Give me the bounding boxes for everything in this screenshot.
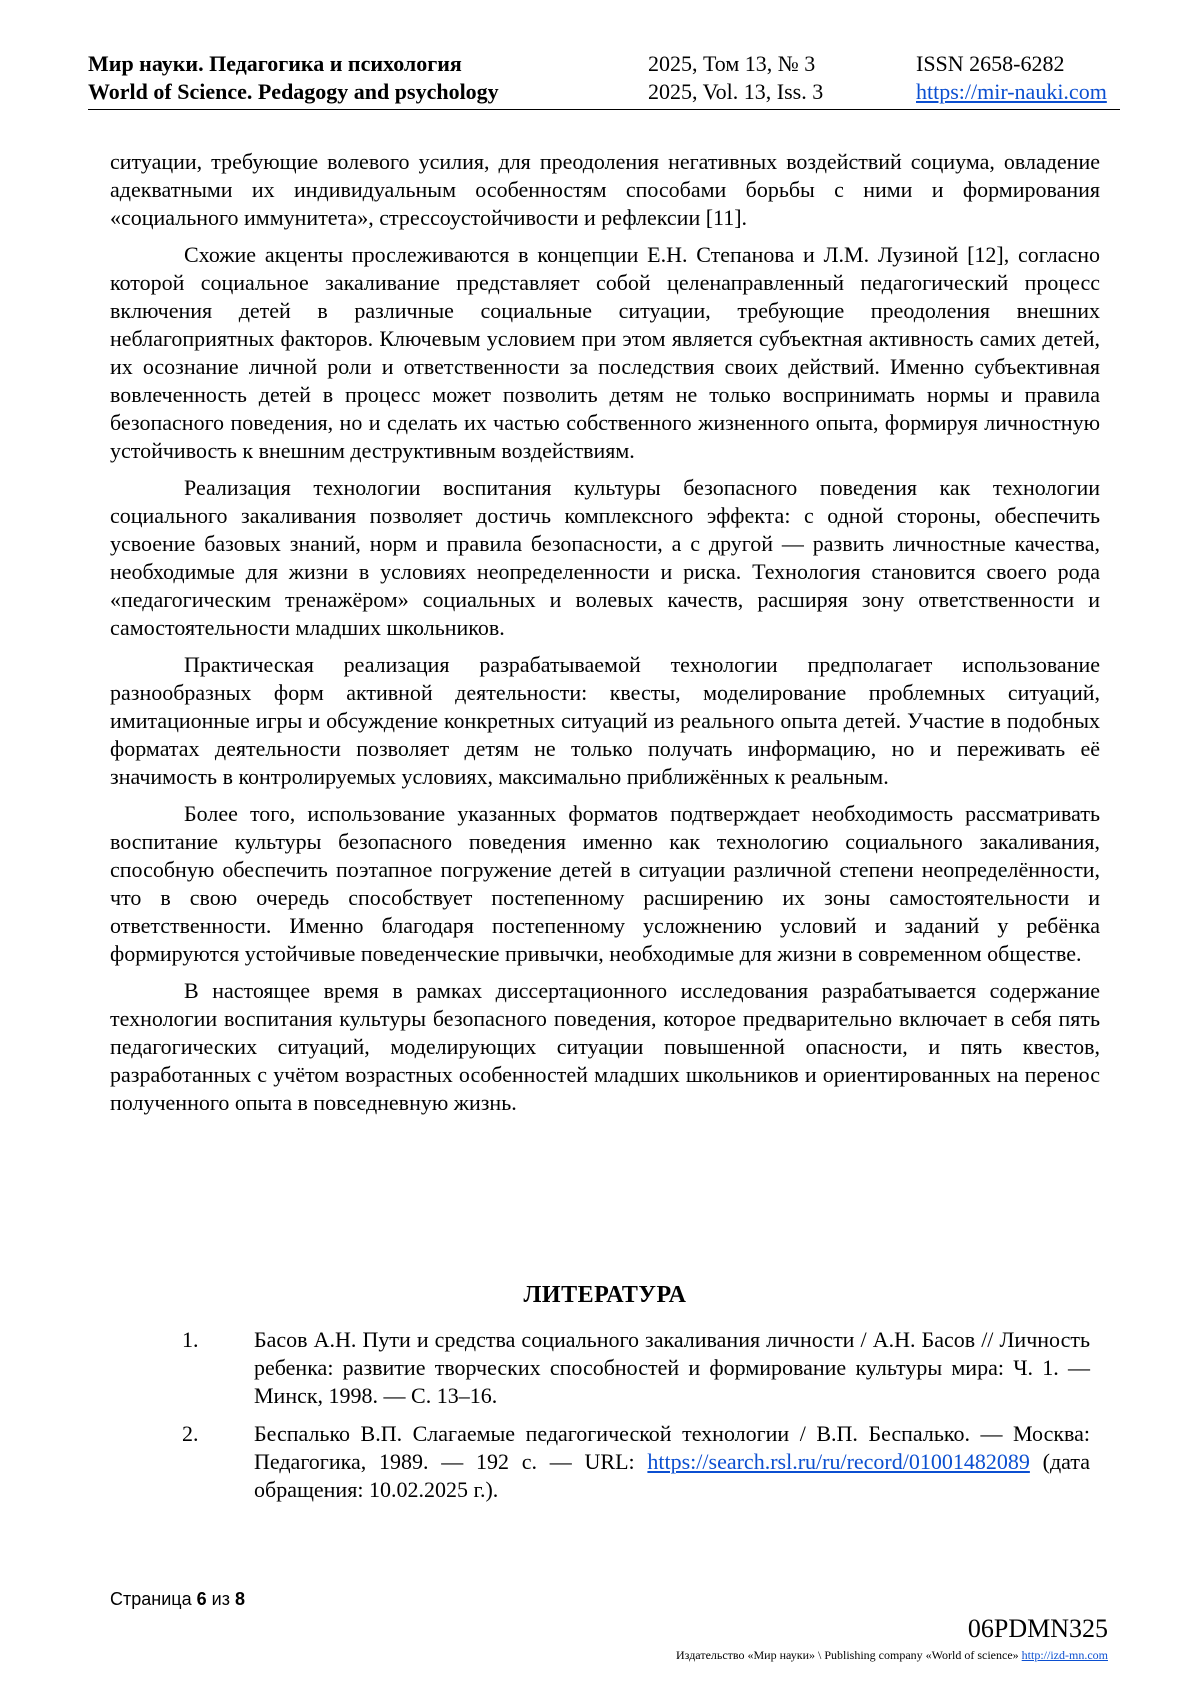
paragraph: Схожие акценты прослеживаются в концепции Е.Н. Степанова и Л.М. Лузиной [12], согласно которой социальное закаливание представляет собой целенаправленный педагогический процесс включения детей в различные социальные ситуации, требующие преодоления внешних неблагоприятных факторов. Ключевым условием при этом является субъектная активность самих детей, их осознание личной роли и ответственности за последствия своих действий. Именно субъективная вовлеченность детей в процесс может позволить детям не только воспринимать нормы и правила безопасного поведения, но и сделать их частью собственного жизненного опыта, формируя личностную устойчивость к внешним деструктивным воздействиям. — [110, 242, 1100, 463]
publisher-link[interactable]: http://izd-mn.com — [1021, 1648, 1108, 1662]
reference-text-after: (дата обращения: 10.02.2025 г.). — [254, 1449, 1090, 1502]
reference-number: 2. — [182, 1421, 199, 1446]
reference-text — [254, 1420, 1090, 1504]
paragraph: Более того, использование указанных форматов подтверждает необходимость рассматривать воспитание культуры безопасного поведения именно как технологию социального закаливания, способную обеспечить поэтапное погружение детей в ситуации различной степени неопределённости, что в свою очередь способствует постепенному расширению их зоны самостоятельности и ответственности. Именно благодаря постепенному усложнению условий и заданий у ребёнка формируются устойчивые поведенческие привычки, необходимые для жизни в современном обществе. — [110, 801, 1100, 966]
publisher-line — [676, 1648, 1108, 1663]
page-counter — [110, 1589, 245, 1610]
reference-number: 1. — [182, 1327, 199, 1352]
issn: ISSN 2658-6282 — [916, 51, 1065, 76]
paragraph: В настоящее время в рамках диссертационного исследования разрабатывается содержание технологии воспитания культуры безопасного поведения, которое предварительно включает в себя пять педагогических ситуаций, моделирующих ситуации повышенной опасности, и пять квестов, разработанных с учётом возрастных особенностей младших школьников и ориентированных на перенос полученного опыта в повседневную жизнь. — [110, 978, 1100, 1115]
page-current: 6 — [196, 1589, 207, 1609]
issue-info-en: 2025, Vol. 13, Iss. 3 — [648, 79, 824, 104]
page-of: из — [211, 1589, 230, 1609]
journal-site-link[interactable]: https://mir-nauki.com — [916, 79, 1107, 104]
journal-title-ru: Мир науки. Педагогика и психология — [88, 51, 462, 76]
references-list — [182, 1326, 1090, 1514]
article-code: 06PDMN325 — [967, 1614, 1108, 1643]
journal-title-en: World of Science. Pedagogy and psychology — [88, 79, 499, 104]
article-body — [110, 148, 1100, 1126]
reference-url-link[interactable]: https://search.rsl.ru/ru/record/01001482089 — [647, 1449, 1030, 1474]
journal-header — [88, 50, 1120, 110]
reference-text-before: Беспалько В.П. Слагаемые педагогической технологии / В.П. Беспалько. — Москва: Педагогика, 1989. — 192 с. — URL: — [254, 1421, 1090, 1474]
page-total: 8 — [234, 1589, 245, 1609]
paragraph: ситуации, требующие волевого усилия, для преодоления негативных воздействий социума, овладение адекватными их индивидуальным особенностям способами борьбы с ними и формирования «социального иммунитета», стрессоустойчивости и рефлексии [11]. — [110, 149, 1100, 230]
page-label: Страница — [110, 1589, 192, 1609]
reference-item — [182, 1326, 1090, 1410]
paragraph: Реализация технологии воспитания культуры безопасного поведения как технологии социального закаливания позволяет достичь комплексного эффекта: с одной стороны, обеспечить усвоение базовых знаний, норм и правила безопасности, а с другой — развить личностные качества, необходимые для жизни в условиях неопределенности и риска. Технология становится своего рода «педагогическим тренажёром» социальных и волевых качеств, расширяя зону ответственности и самостоятельности младших школьников. — [110, 475, 1100, 640]
header-row-en — [88, 78, 1120, 106]
reference-item — [182, 1420, 1090, 1504]
issue-info-ru: 2025, Том 13, № 3 — [648, 51, 816, 76]
paragraph: Практическая реализация разрабатываемой технологии предполагает использование разнообразных форм активной деятельности: квесты, моделирование проблемных ситуаций, имитационные игры и обсуждение конкретных ситуаций из реального опыта детей. Участие в подобных форматах деятельности позволяет детям не только получать информацию, но и переживать её значимость в контролируемых условиях, максимально приближённых к реальным. — [110, 652, 1100, 789]
header-row-ru — [88, 50, 1120, 78]
references-heading: ЛИТЕРАТУРА — [523, 1282, 687, 1308]
reference-text: Басов А.Н. Пути и средства социального закаливания личности / А.Н. Басов // Личность ребенка: развитие творческих способностей и формирование культуры мира: Ч. 1. — Минск, 1998. — С. 13–16. — [254, 1327, 1090, 1408]
publisher-text: Издательство «Мир науки» \ Publishing company «World of science» — [676, 1648, 1019, 1662]
